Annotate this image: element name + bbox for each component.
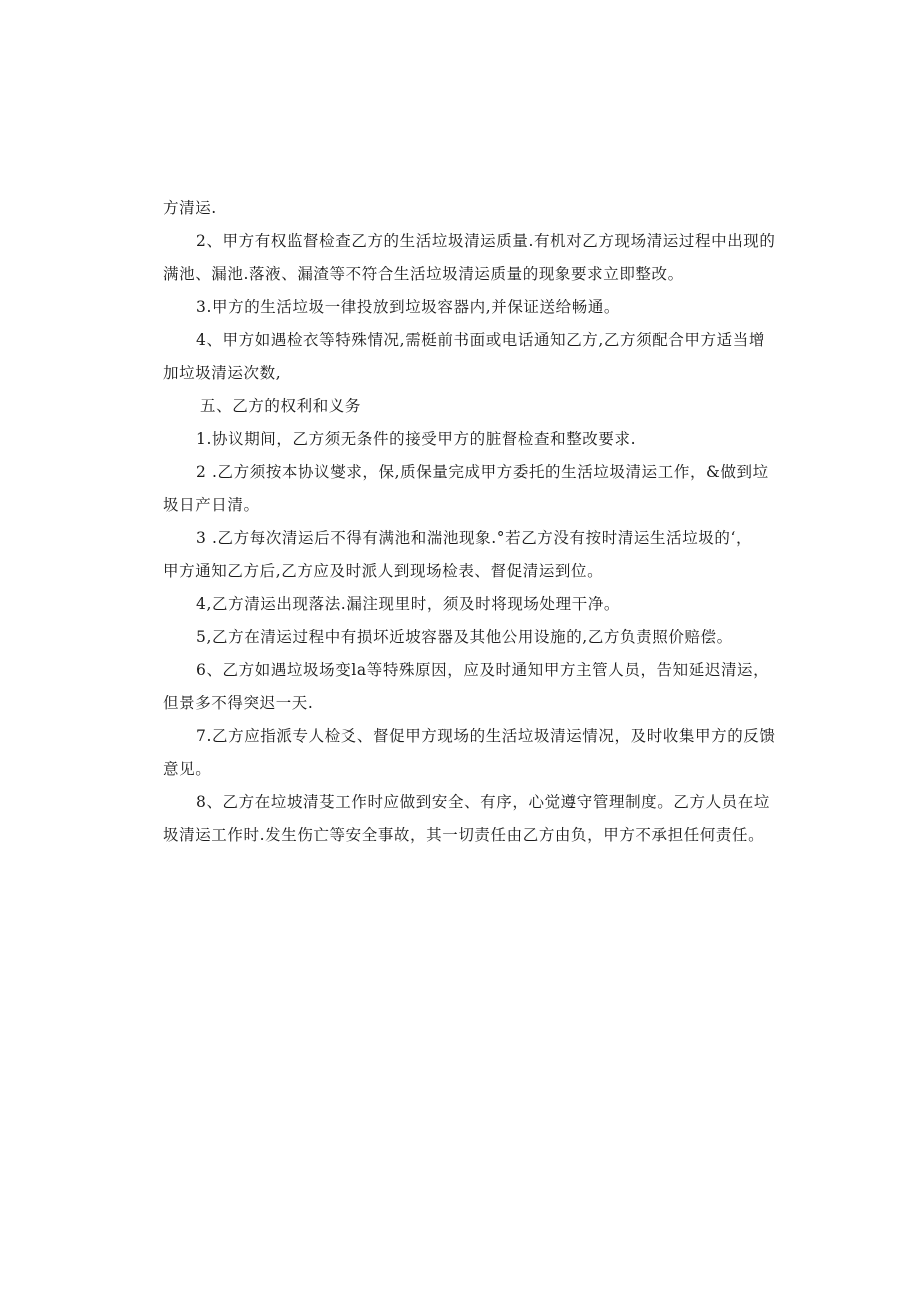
document-body <box>163 192 776 852</box>
paragraph-line: 5,乙方在清运过程中有损坏近坡容器及其他公用设施的,乙方负责照价赔偿。 <box>196 628 733 646</box>
paragraph-line: 6、乙方如遇垃圾场变la等特殊原因，应及时通知甲方主管人员，告知延迟清运， <box>196 661 770 679</box>
paragraph-line: 4,乙方清运出现落法.漏注现里时，须及时将现场处理干净。 <box>196 595 621 613</box>
paragraph-line: 3 .乙方每次清运后不得有满池和湍池现象.°若乙方没有按时清运生活垃圾的‘， <box>196 529 753 547</box>
paragraph-line: 但景多不得突迟一天. <box>163 694 314 712</box>
paragraph-line: 方清运. <box>163 199 217 217</box>
paragraph-line: 满池、漏池.落液、漏渣等不符合生活垃圾清运质量的现象要求立即整改。 <box>163 265 684 283</box>
paragraph-line: 意见。 <box>163 760 212 778</box>
paragraph-line: 圾清运工作时.发生伤亡等安全事故，其一切责任由乙方由负，甲方不承担任何责任。 <box>163 826 765 844</box>
paragraph-line: 2、甲方有权监督检查乙方的生活垃圾清运质量.有机对乙方现场清运过程中出现的 <box>196 232 776 250</box>
paragraph-line: 甲方通知乙方后,乙方应及时派人到现场检表、督促清运到位。 <box>163 562 604 580</box>
paragraph-line: 1.协议期间，乙方须无条件的接受甲方的脏督检查和整改要求. <box>196 430 637 448</box>
paragraph-line: 圾日产日清。 <box>163 496 260 514</box>
paragraph-line: 4、甲方如遇检衣等特殊情况,需梃前书面或电话通知乙方,乙方须配合甲方适当增 <box>196 331 765 349</box>
paragraph-line: 3.甲方的生活垃圾一律投放到垃圾容器内,并保证送给畅通。 <box>196 298 621 316</box>
paragraph-line: 2 .乙方须按本协议燮求，保,质保量完成甲方委托的生活垃圾清运工作，&做到垃 <box>196 463 769 481</box>
paragraph-line: 7.乙方应指派专人检爻、督促甲方现场的生活垃圾清运情况，及时收集甲方的反馈 <box>196 727 776 745</box>
paragraph-line: 8、乙方在垃坡清芟工作时应做到安全、有序，心觉遵守管理制度。乙方人员在垃 <box>196 793 770 811</box>
section-heading: 五、乙方的权利和义务 <box>200 397 362 415</box>
paragraph-line: 加垃圾清运次数, <box>163 364 282 382</box>
